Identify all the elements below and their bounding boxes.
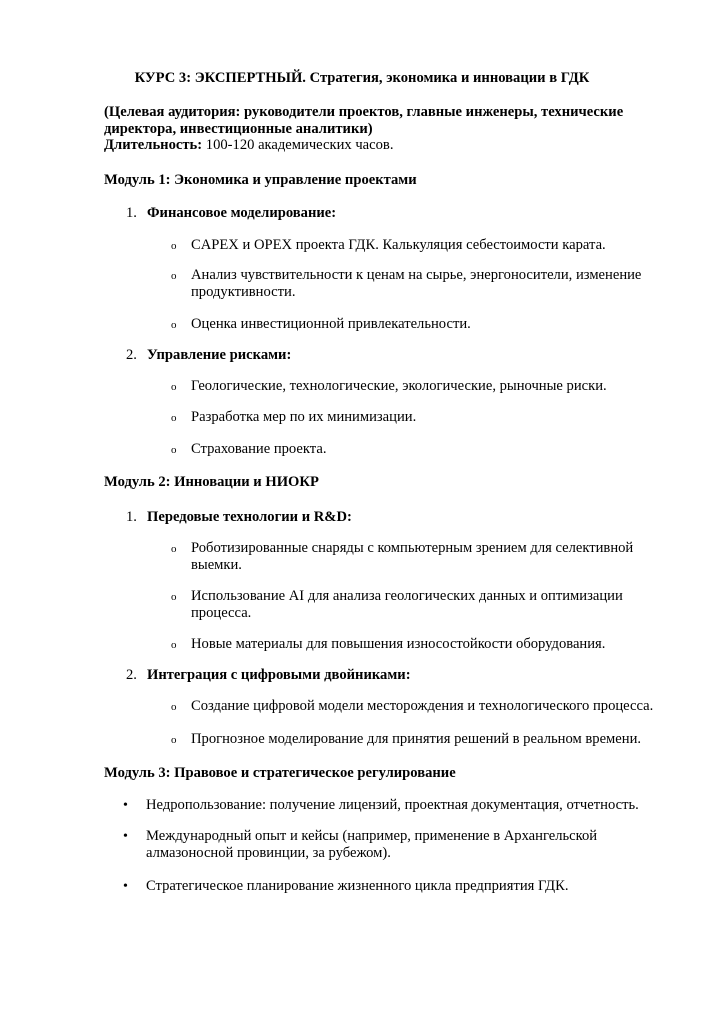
sub-item-text: Новые материалы для повышения износостойкости оборудования. (191, 636, 606, 652)
sub-item-text: Создание цифровой модели месторождения и технологического процесса. (191, 698, 654, 714)
module-3-heading: Модуль 3: Правовое и стратегическое регулирование (104, 765, 456, 781)
sub-item-text: Роботизированные снаряды с компьютерным зрением для селективной выемки. (191, 540, 634, 574)
module-1-heading: Модуль 1: Экономика и управление проектами (104, 172, 417, 188)
circle-bullet-icon: o (171, 639, 177, 651)
course-title: КУРС 3: ЭКСПЕРТНЫЙ. Стратегия, экономика и инновации в ГДК (134, 70, 590, 86)
module-2-item-2-sub-1 (171, 698, 671, 715)
duration-value: 100-120 академических часов. (202, 137, 394, 153)
module-1-item-1-sub-1 (171, 237, 671, 254)
module-1-item-1-sub-3 (171, 316, 671, 333)
bullet-text: Недропользование: получение лицензий, проектная документация, отчетность. (146, 797, 639, 813)
module-1-item-2 (126, 347, 291, 364)
module-3-bullet-1 (123, 797, 643, 814)
module-2-item-1-sub-2 (171, 588, 641, 622)
sub-item-text: Разработка мер по их минимизации. (191, 409, 417, 425)
sub-item-text: CAPEX и OPEX проекта ГДК. Калькуляция себестоимости карата. (191, 237, 606, 253)
module-3-bullet-3 (123, 878, 643, 895)
item-label: Управление рисками: (147, 347, 292, 363)
item-number: 2. (126, 667, 137, 683)
sub-item-text: Использование AI для анализа геологических данных и оптимизации процесса. (191, 588, 623, 622)
circle-bullet-icon: o (171, 240, 177, 252)
sub-item-text: Анализ чувствительности к ценам на сырье, энергоносители, изменение продуктивности. (191, 267, 642, 301)
item-label: Финансовое моделирование: (147, 205, 337, 221)
module-1-item-2-sub-3 (171, 441, 671, 458)
target-audience-line-1: (Целевая аудитория: руководители проектов, главные инженеры, технические (104, 104, 624, 120)
circle-bullet-icon: o (171, 543, 177, 555)
module-1-item-2-sub-2 (171, 409, 671, 426)
sub-item-text: Страхование проекта. (191, 441, 327, 457)
circle-bullet-icon: o (171, 701, 177, 713)
module-2-heading: Модуль 2: Инновации и НИОКР (104, 474, 319, 490)
circle-bullet-icon: o (171, 270, 177, 282)
module-2-item-2-sub-2 (171, 731, 671, 748)
item-number: 2. (126, 347, 137, 363)
sub-item-text: Оценка инвестиционной привлекательности. (191, 316, 471, 332)
module-2-item-2 (126, 667, 411, 684)
bullet-text: Стратегическое планирование жизненного цикла предприятия ГДК. (146, 878, 569, 894)
circle-bullet-icon: o (171, 444, 177, 456)
module-1-item-1-sub-2 (171, 267, 651, 301)
item-label: Передовые технологии и R&D: (147, 509, 352, 525)
circle-bullet-icon: o (171, 734, 177, 746)
bullet-dot-icon: • (123, 829, 128, 844)
module-2-item-1 (126, 509, 352, 526)
module-3-bullet-2 (123, 828, 623, 862)
target-audience-line-2: директора, инвестиционные аналитики) (104, 120, 373, 137)
module-1-item-1 (126, 205, 336, 222)
module-2-item-1-sub-3 (171, 636, 671, 653)
item-number: 1. (126, 205, 137, 221)
bullet-text: Международный опыт и кейсы (например, применение в Архангельской алмазоносной провинции, за рубежом). (146, 828, 598, 862)
module-1-item-2-sub-1 (171, 378, 671, 395)
sub-item-text: Прогнозное моделирование для принятия решений в реальном времени. (191, 731, 642, 747)
item-number: 1. (126, 509, 137, 525)
circle-bullet-icon: o (171, 591, 177, 603)
item-label: Интеграция с цифровыми двойниками: (147, 667, 411, 683)
circle-bullet-icon: o (171, 412, 177, 424)
target-audience (104, 104, 644, 137)
bullet-dot-icon: • (123, 798, 128, 813)
module-2-item-1-sub-1 (171, 540, 646, 574)
sub-item-text: Геологические, технологические, экологические, рыночные риски. (191, 378, 607, 394)
bullet-dot-icon: • (123, 879, 128, 894)
duration-label: Длительность: (104, 137, 203, 153)
circle-bullet-icon: o (171, 319, 177, 331)
circle-bullet-icon: o (171, 381, 177, 393)
course-duration (104, 137, 393, 154)
